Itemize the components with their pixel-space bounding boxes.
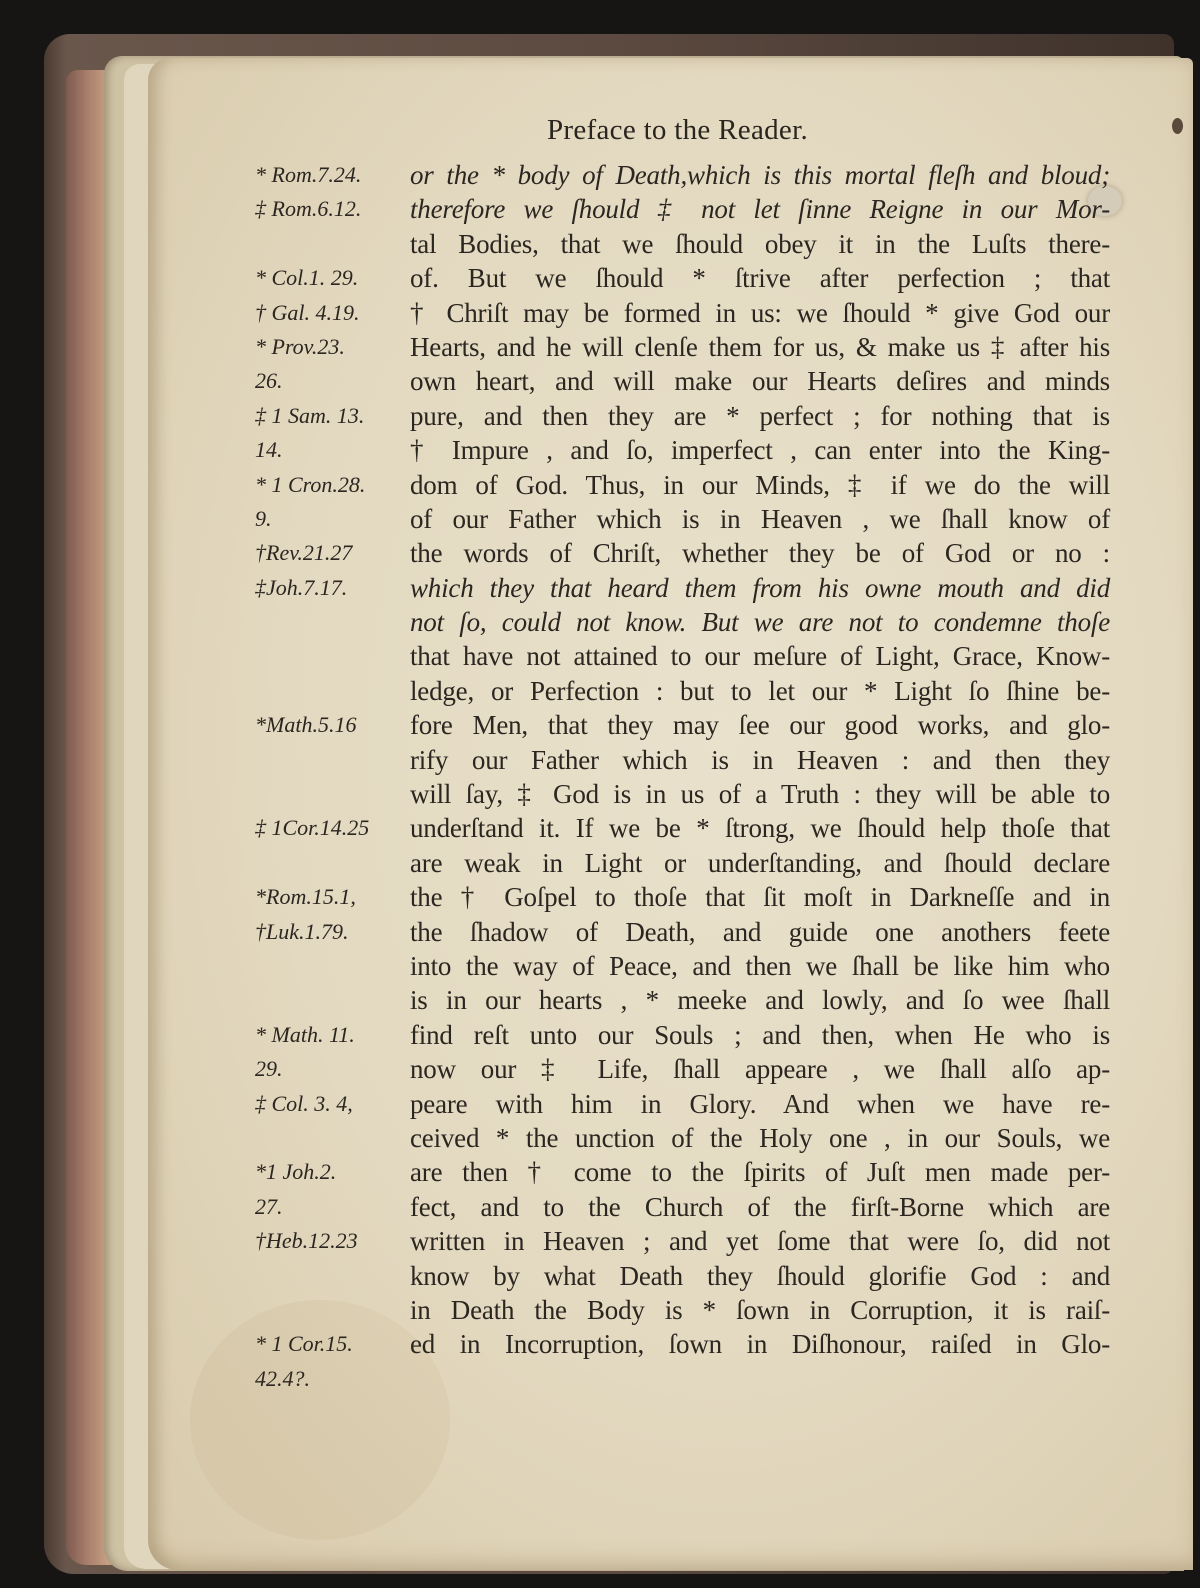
marginal-reference: 14. — [255, 437, 283, 463]
marginal-reference — [255, 227, 403, 261]
marginal-reference: * Rom.7.24. — [255, 162, 362, 187]
text-line: are then † come to the ſpirits of Juſt men made per- — [410, 1157, 1110, 1188]
text-line: the ſhadow of Death, and guide one anothers feete — [410, 916, 1110, 947]
running-header: Preface to the Reader. — [546, 114, 809, 146]
text-line: are weak in Light or underſtanding, and ſhould declare — [410, 847, 1110, 878]
text-line: fect, and to the Church of the firſt-Borne which are — [410, 1191, 1110, 1222]
marginal-reference — [255, 1121, 403, 1155]
marginal-reference — [255, 846, 403, 880]
text-line: ledge, or Perfection : but to let our * Light ſo ſhine be- — [410, 675, 1110, 706]
text-line: will ſay, ‡ God is in us of a Truth : they will be able to — [410, 779, 1110, 810]
text-line: know by what Death they ſhould glorifie God : and — [410, 1260, 1110, 1291]
body-text — [410, 158, 1110, 1362]
text-line: ceived * the unction of the Holy one , in our Souls, we — [410, 1122, 1110, 1153]
marginal-reference: * Col.1. 29. — [255, 265, 359, 291]
marginal-references — [255, 158, 403, 1396]
marginal-reference — [255, 983, 403, 1017]
marginal-reference: * 1 Cor.15. — [255, 1331, 353, 1357]
text-line: that have not attained to our meſure of Light, Grace, Know- — [410, 641, 1110, 672]
marginal-reference: ‡Joh.7.17. — [255, 574, 348, 600]
text-line: which they that heard them from his owne mouth and did — [410, 572, 1110, 603]
marginal-reference — [255, 949, 403, 983]
marginal-reference: 9. — [255, 505, 272, 531]
text-line: † Impure , and ſo, imperfect , can enter into the King- — [410, 435, 1110, 466]
text-line: tal Bodies, that we ſhould obey it in the Luſts there- — [410, 228, 1110, 259]
marginal-reference: *1 Joh.2. — [255, 1159, 337, 1185]
text-line: peare with him in Glory. And when we have re- — [410, 1088, 1110, 1119]
text-line: into the way of Peace, and then we ſhall be like him who — [410, 950, 1110, 981]
marginal-reference: * Math. 11. — [255, 1021, 355, 1047]
marginal-reference: ‡ 1Cor.14.25 — [255, 815, 370, 841]
marginal-reference — [255, 674, 403, 708]
text-line: not ſo, could not know. But we are not to condemne thoſe — [410, 607, 1110, 638]
marginal-reference: ‡ Col. 3. 4, — [255, 1090, 353, 1116]
text-line: find reſt unto our Souls ; and then, when He who is — [410, 1019, 1110, 1050]
text-line: dom of God. Thus, in our Minds, ‡ if we do the will — [410, 469, 1110, 500]
marginal-reference: †Luk.1.79. — [255, 918, 349, 944]
text-line: now our ‡ Life, ſhall appeare , we ſhall alſo ap- — [410, 1054, 1110, 1085]
text-line: fore Men, that they may ſee our good works, and glo- — [410, 710, 1110, 741]
text-line: of our Father which is in Heaven , we ſhall know of — [410, 503, 1110, 534]
marginal-reference — [255, 743, 403, 777]
marginal-reference: †Rev.21.27 — [255, 540, 353, 566]
marginal-reference: * 1 Cron.28. — [255, 471, 366, 497]
text-line: ed in Incorruption, ſown in Diſhonour, raiſed in Glo- — [410, 1329, 1110, 1360]
text-line: is in our hearts , * meeke and lowly, and ſo wee ſhall — [410, 985, 1110, 1016]
marginal-reference: †Heb.12.23 — [255, 1228, 358, 1254]
text-line: † Chriſt may be formed in us: we ſhould * give God our — [410, 297, 1110, 328]
marginal-reference: 42.4?. — [255, 1365, 310, 1391]
marginal-reference — [255, 639, 403, 673]
marginal-reference: 27. — [255, 1193, 283, 1219]
text-line: written in Heaven ; and yet ſome that were ſo, did not — [410, 1226, 1110, 1257]
text-line: pure, and then they are * perfect ; for nothing that is — [410, 400, 1110, 431]
text-line: or the * body of Death,which is this mortal fleſh and bloud; — [410, 160, 1110, 190]
text-line: rify our Father which is in Heaven : and then they — [410, 744, 1110, 775]
marginal-reference — [255, 1293, 403, 1327]
text-line: therefore we ſhould ‡ not let ſinne Reigne in our Mor- — [410, 194, 1110, 225]
marginal-reference: ‡ 1 Sam. 13. — [255, 402, 365, 428]
marginal-reference: 26. — [255, 368, 283, 394]
text-line: of. But we ſhould * ſtrive after perfection ; that — [410, 263, 1110, 294]
marginal-reference — [255, 1259, 403, 1293]
marginal-reference: ‡ Rom.6.12. — [255, 196, 362, 222]
marginal-reference: * Prov.23. — [255, 333, 345, 359]
marginal-reference: *Math.5.16 — [255, 712, 357, 738]
marginal-reference — [255, 777, 403, 811]
marginal-reference — [255, 605, 403, 639]
text-line: Hearts, and he will clenſe them for us, & make us ‡ after his — [410, 331, 1110, 362]
text-line: the † Goſpel to thoſe that ſit moſt in Darkneſſe and in — [410, 882, 1110, 913]
text-line: own heart, and will make our Hearts deſires and minds — [410, 366, 1110, 397]
text-line: underſtand it. If we be * ſtrong, we ſhould help thoſe that — [410, 813, 1110, 844]
marginal-reference: 29. — [255, 1056, 283, 1082]
marginal-reference: † Gal. 4.19. — [255, 299, 360, 325]
text-line: in Death the Body is * ſown in Corruption, it is raiſ- — [410, 1294, 1110, 1325]
marginal-reference: *Rom.15.1, — [255, 884, 356, 910]
text-line: the words of Chriſt, whether they be of God or no : — [410, 538, 1110, 569]
